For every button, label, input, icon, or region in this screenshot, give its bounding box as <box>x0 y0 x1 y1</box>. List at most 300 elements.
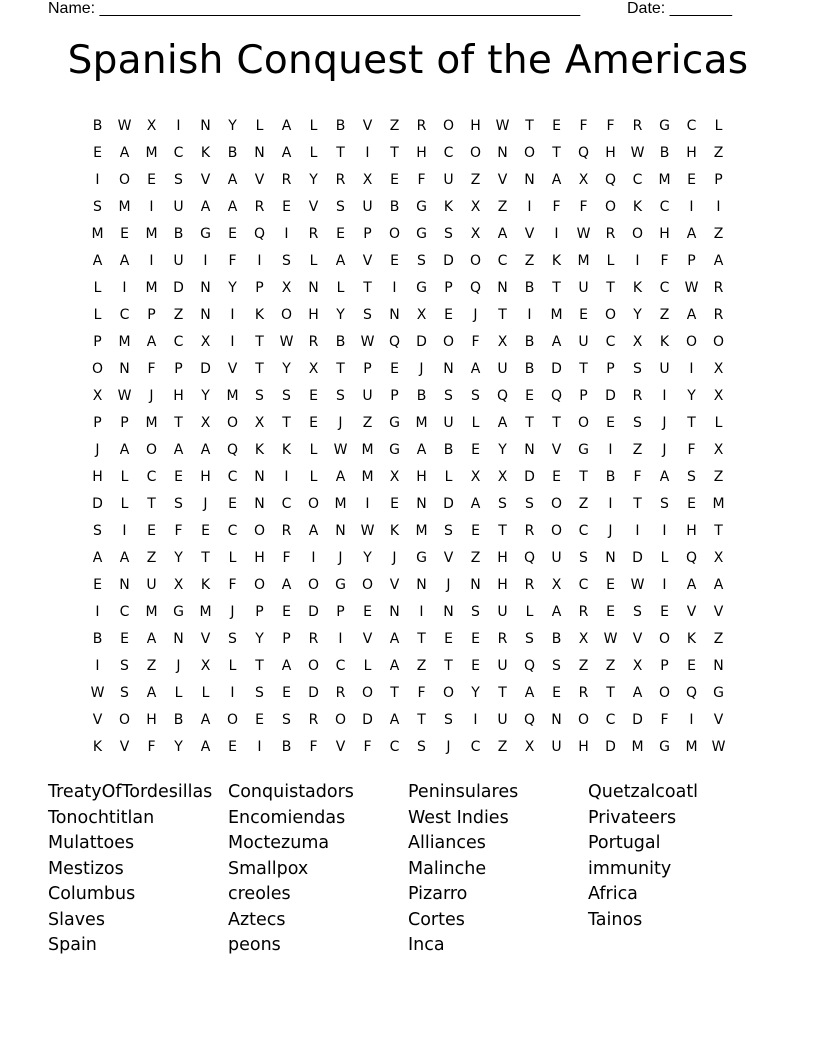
grid-letter[interactable]: K <box>551 252 562 269</box>
grid-letter[interactable]: F <box>687 441 696 458</box>
grid-letter[interactable]: U <box>659 360 670 377</box>
grid-letter[interactable]: T <box>579 468 588 485</box>
grid-letter[interactable]: P <box>660 657 669 674</box>
grid-letter[interactable]: U <box>551 738 562 755</box>
grid-letter[interactable]: F <box>579 117 588 134</box>
grid-letter[interactable]: O <box>334 711 347 728</box>
grid-letter[interactable]: Z <box>146 657 157 674</box>
grid-letter[interactable]: H <box>254 549 265 566</box>
grid-letter[interactable]: A <box>713 576 724 593</box>
grid-letter[interactable]: O <box>469 144 482 161</box>
grid-letter[interactable]: X <box>713 441 724 458</box>
grid-letter[interactable]: F <box>228 576 237 593</box>
grid-letter[interactable]: E <box>606 576 615 593</box>
grid-letter[interactable]: D <box>551 360 562 377</box>
grid-letter[interactable]: G <box>200 225 211 242</box>
grid-letter[interactable]: E <box>309 414 318 431</box>
grid-letter[interactable]: A <box>119 549 130 566</box>
grid-letter[interactable]: A <box>335 468 346 485</box>
grid-letter[interactable]: M <box>361 441 374 458</box>
grid-letter[interactable]: O <box>550 522 563 539</box>
grid-letter[interactable]: B <box>92 117 103 134</box>
grid-letter[interactable]: G <box>713 684 724 701</box>
grid-letter[interactable]: S <box>633 360 642 377</box>
grid-letter[interactable]: R <box>605 225 616 242</box>
grid-letter[interactable]: X <box>497 468 508 485</box>
grid-letter[interactable]: C <box>227 468 238 485</box>
grid-letter[interactable]: A <box>497 225 508 242</box>
grid-letter[interactable]: A <box>686 225 697 242</box>
grid-letter[interactable]: X <box>200 414 211 431</box>
grid-letter[interactable]: A <box>146 684 157 701</box>
grid-letter[interactable]: N <box>524 441 535 458</box>
grid-letter[interactable]: C <box>470 738 481 755</box>
grid-letter[interactable]: K <box>254 306 265 323</box>
grid-letter[interactable]: M <box>712 495 725 512</box>
name-field[interactable]: Name: ______________________________________________________ <box>48 0 581 17</box>
grid-letter[interactable]: A <box>200 441 211 458</box>
grid-letter[interactable]: N <box>119 360 130 377</box>
grid-letter[interactable]: X <box>92 387 103 404</box>
grid-letter[interactable]: E <box>201 522 210 539</box>
grid-letter[interactable]: E <box>606 414 615 431</box>
grid-letter[interactable]: O <box>658 684 671 701</box>
grid-letter[interactable]: D <box>443 252 454 269</box>
grid-letter[interactable]: T <box>390 144 399 161</box>
grid-letter[interactable]: Z <box>362 414 373 431</box>
grid-letter[interactable]: L <box>714 117 723 134</box>
grid-letter[interactable]: M <box>145 279 158 296</box>
grid-letter[interactable]: E <box>552 684 561 701</box>
grid-letter[interactable]: A <box>92 549 103 566</box>
grid-letter[interactable]: M <box>658 171 671 188</box>
grid-letter[interactable]: H <box>686 144 697 161</box>
grid-letter[interactable]: A <box>200 738 211 755</box>
grid-letter[interactable]: R <box>632 387 643 404</box>
grid-letter[interactable]: U <box>497 657 508 674</box>
grid-letter[interactable]: A <box>308 522 319 539</box>
grid-letter[interactable]: N <box>389 306 400 323</box>
grid-letter[interactable]: O <box>685 333 698 350</box>
grid-letter[interactable]: U <box>362 198 373 215</box>
grid-letter[interactable]: O <box>631 225 644 242</box>
grid-letter[interactable]: O <box>307 576 320 593</box>
grid-letter[interactable]: B <box>335 333 346 350</box>
grid-letter[interactable]: M <box>577 252 590 269</box>
grid-letter[interactable]: J <box>230 603 235 620</box>
grid-letter[interactable]: E <box>120 630 129 647</box>
grid-letter[interactable]: A <box>686 306 697 323</box>
grid-letter[interactable]: X <box>713 387 724 404</box>
grid-letter[interactable]: U <box>362 387 373 404</box>
grid-letter[interactable]: E <box>579 306 588 323</box>
grid-letter[interactable]: X <box>578 171 589 188</box>
grid-letter[interactable]: Z <box>713 630 724 647</box>
grid-letter[interactable]: H <box>578 738 589 755</box>
grid-letter[interactable]: X <box>524 738 535 755</box>
grid-letter[interactable]: B <box>524 279 535 296</box>
grid-letter[interactable]: C <box>605 333 616 350</box>
grid-letter[interactable]: L <box>363 657 372 674</box>
grid-letter[interactable]: I <box>95 657 100 674</box>
grid-letter[interactable]: O <box>91 360 104 377</box>
grid-letter[interactable]: F <box>471 333 480 350</box>
grid-letter[interactable]: N <box>254 495 265 512</box>
grid-letter[interactable]: T <box>687 414 696 431</box>
grid-letter[interactable]: K <box>632 279 643 296</box>
grid-letter[interactable]: E <box>120 225 129 242</box>
grid-letter[interactable]: U <box>173 198 184 215</box>
grid-letter[interactable]: N <box>200 306 211 323</box>
grid-letter[interactable]: I <box>230 306 235 323</box>
grid-letter[interactable]: O <box>307 657 320 674</box>
grid-letter[interactable]: E <box>390 495 399 512</box>
grid-letter[interactable]: L <box>660 549 669 566</box>
grid-letter[interactable]: B <box>389 198 400 215</box>
grid-letter[interactable]: V <box>443 549 454 566</box>
grid-letter[interactable]: S <box>444 522 453 539</box>
grid-letter[interactable]: I <box>662 522 667 539</box>
grid-letter[interactable]: G <box>389 414 400 431</box>
grid-letter[interactable]: F <box>552 198 561 215</box>
grid-letter[interactable]: V <box>92 711 103 728</box>
grid-letter[interactable]: M <box>118 198 131 215</box>
grid-letter[interactable]: W <box>117 117 132 134</box>
grid-letter[interactable]: N <box>254 144 265 161</box>
grid-letter[interactable]: K <box>200 576 211 593</box>
grid-letter[interactable]: B <box>605 468 616 485</box>
grid-letter[interactable]: O <box>361 576 374 593</box>
grid-letter[interactable]: N <box>254 468 265 485</box>
grid-letter[interactable]: X <box>254 414 265 431</box>
grid-letter[interactable]: E <box>390 171 399 188</box>
grid-letter[interactable]: A <box>281 144 292 161</box>
grid-letter[interactable]: P <box>606 360 615 377</box>
grid-letter[interactable]: V <box>389 576 400 593</box>
grid-letter[interactable]: I <box>257 252 262 269</box>
grid-letter[interactable]: A <box>632 684 643 701</box>
grid-letter[interactable]: T <box>579 360 588 377</box>
grid-letter[interactable]: S <box>687 468 696 485</box>
grid-letter[interactable]: J <box>338 549 343 566</box>
grid-letter[interactable]: Z <box>578 657 589 674</box>
grid-letter[interactable]: R <box>524 522 535 539</box>
grid-letter[interactable]: S <box>120 684 129 701</box>
grid-letter[interactable]: L <box>201 684 210 701</box>
grid-letter[interactable]: V <box>713 603 724 620</box>
grid-letter[interactable]: T <box>498 684 507 701</box>
grid-letter[interactable]: F <box>633 468 642 485</box>
grid-letter[interactable]: N <box>416 576 427 593</box>
grid-letter[interactable]: E <box>660 603 669 620</box>
grid-letter[interactable]: H <box>173 387 184 404</box>
grid-letter[interactable]: I <box>608 441 613 458</box>
grid-letter[interactable]: U <box>443 171 454 188</box>
grid-letter[interactable]: Q <box>685 549 698 566</box>
grid-letter[interactable]: G <box>389 441 400 458</box>
grid-letter[interactable]: V <box>362 630 373 647</box>
grid-letter[interactable]: L <box>714 414 723 431</box>
grid-letter[interactable]: X <box>551 576 562 593</box>
grid-letter[interactable]: Y <box>498 441 507 458</box>
grid-letter[interactable]: B <box>551 630 562 647</box>
grid-letter[interactable]: X <box>281 279 292 296</box>
grid-letter[interactable]: N <box>497 279 508 296</box>
grid-letter[interactable]: J <box>446 738 451 755</box>
date-field[interactable]: Date: _______ <box>627 0 732 17</box>
grid-letter[interactable]: A <box>119 252 130 269</box>
grid-letter[interactable]: C <box>119 603 130 620</box>
grid-letter[interactable]: E <box>606 603 615 620</box>
grid-letter[interactable]: S <box>120 657 129 674</box>
grid-letter[interactable]: S <box>579 549 588 566</box>
grid-letter[interactable]: G <box>659 738 670 755</box>
grid-letter[interactable]: W <box>603 630 618 647</box>
grid-letter[interactable]: A <box>119 144 130 161</box>
grid-letter[interactable]: W <box>117 387 132 404</box>
grid-letter[interactable]: X <box>200 333 211 350</box>
grid-letter[interactable]: I <box>392 279 397 296</box>
grid-letter[interactable]: T <box>336 144 345 161</box>
grid-letter[interactable]: L <box>93 279 102 296</box>
grid-letter[interactable]: E <box>309 387 318 404</box>
grid-letter[interactable]: F <box>363 738 372 755</box>
grid-letter[interactable]: I <box>284 468 289 485</box>
grid-letter[interactable]: O <box>469 252 482 269</box>
grid-letter[interactable]: J <box>446 576 451 593</box>
grid-letter[interactable]: M <box>334 495 347 512</box>
grid-letter[interactable]: V <box>119 738 130 755</box>
grid-letter[interactable]: O <box>604 306 617 323</box>
grid-letter[interactable]: E <box>444 306 453 323</box>
grid-letter[interactable]: R <box>308 225 319 242</box>
grid-letter[interactable]: M <box>91 225 104 242</box>
grid-letter[interactable]: Y <box>687 387 696 404</box>
grid-letter[interactable]: S <box>174 171 183 188</box>
grid-letter[interactable]: X <box>308 360 319 377</box>
grid-letter[interactable]: Z <box>470 549 481 566</box>
grid-letter[interactable]: L <box>120 468 129 485</box>
grid-letter[interactable]: R <box>578 603 589 620</box>
grid-letter[interactable]: M <box>361 468 374 485</box>
grid-letter[interactable]: P <box>579 387 588 404</box>
grid-letter[interactable]: E <box>228 738 237 755</box>
grid-letter[interactable]: U <box>443 414 454 431</box>
grid-letter[interactable]: E <box>471 630 480 647</box>
grid-letter[interactable]: S <box>93 198 102 215</box>
grid-letter[interactable]: T <box>390 684 399 701</box>
grid-letter[interactable]: J <box>473 306 478 323</box>
grid-letter[interactable]: E <box>282 198 291 215</box>
grid-letter[interactable]: U <box>173 252 184 269</box>
grid-letter[interactable]: D <box>632 549 643 566</box>
grid-letter[interactable]: K <box>632 198 643 215</box>
grid-letter[interactable]: S <box>444 225 453 242</box>
grid-letter[interactable]: R <box>713 279 724 296</box>
grid-letter[interactable]: S <box>417 738 426 755</box>
grid-letter[interactable]: Z <box>497 738 508 755</box>
grid-letter[interactable]: A <box>173 441 184 458</box>
grid-letter[interactable]: L <box>309 144 318 161</box>
grid-letter[interactable]: F <box>660 711 669 728</box>
grid-letter[interactable]: T <box>417 630 426 647</box>
grid-letter[interactable]: J <box>608 522 613 539</box>
grid-letter[interactable]: T <box>552 279 561 296</box>
grid-letter[interactable]: T <box>714 522 723 539</box>
grid-letter[interactable]: S <box>444 387 453 404</box>
grid-letter[interactable]: J <box>95 441 100 458</box>
grid-letter[interactable]: A <box>281 576 292 593</box>
grid-letter[interactable]: E <box>228 495 237 512</box>
grid-letter[interactable]: I <box>230 333 235 350</box>
grid-letter[interactable]: N <box>470 576 481 593</box>
grid-letter[interactable]: I <box>635 252 640 269</box>
grid-letter[interactable]: F <box>282 549 291 566</box>
grid-letter[interactable]: W <box>333 441 348 458</box>
grid-letter[interactable]: N <box>605 549 616 566</box>
grid-letter[interactable]: I <box>419 603 424 620</box>
grid-letter[interactable]: D <box>632 711 643 728</box>
grid-letter[interactable]: G <box>416 198 427 215</box>
grid-letter[interactable]: O <box>442 333 455 350</box>
grid-letter[interactable]: R <box>497 630 508 647</box>
grid-letter[interactable]: F <box>579 198 588 215</box>
grid-letter[interactable]: B <box>173 711 184 728</box>
grid-letter[interactable]: D <box>173 279 184 296</box>
grid-letter[interactable]: D <box>605 738 616 755</box>
grid-letter[interactable]: P <box>255 603 264 620</box>
grid-letter[interactable]: S <box>282 711 291 728</box>
grid-letter[interactable]: N <box>200 279 211 296</box>
grid-letter[interactable]: X <box>578 630 589 647</box>
grid-letter[interactable]: Q <box>523 549 536 566</box>
grid-letter[interactable]: B <box>524 333 535 350</box>
grid-letter[interactable]: E <box>282 684 291 701</box>
grid-letter[interactable]: P <box>282 630 291 647</box>
grid-letter[interactable]: R <box>335 171 346 188</box>
grid-letter[interactable]: C <box>659 279 670 296</box>
grid-letter[interactable]: H <box>200 468 211 485</box>
grid-letter[interactable]: R <box>308 333 319 350</box>
grid-letter[interactable]: I <box>338 630 343 647</box>
grid-letter[interactable]: P <box>363 225 372 242</box>
grid-letter[interactable]: S <box>471 603 480 620</box>
grid-letter[interactable]: H <box>605 144 616 161</box>
grid-letter[interactable]: G <box>659 117 670 134</box>
grid-letter[interactable]: A <box>686 576 697 593</box>
grid-letter[interactable]: I <box>149 252 154 269</box>
grid-letter[interactable]: S <box>282 252 291 269</box>
grid-letter[interactable]: N <box>497 144 508 161</box>
grid-letter[interactable]: Z <box>497 198 508 215</box>
grid-letter[interactable]: P <box>255 279 264 296</box>
grid-letter[interactable]: I <box>689 711 694 728</box>
grid-letter[interactable]: R <box>713 306 724 323</box>
grid-letter[interactable]: V <box>227 360 238 377</box>
grid-letter[interactable]: W <box>576 225 591 242</box>
grid-letter[interactable]: K <box>659 333 670 350</box>
grid-letter[interactable]: T <box>417 711 426 728</box>
grid-letter[interactable]: M <box>550 306 563 323</box>
grid-letter[interactable]: Z <box>713 225 724 242</box>
grid-letter[interactable]: E <box>390 360 399 377</box>
grid-letter[interactable]: V <box>497 171 508 188</box>
grid-letter[interactable]: X <box>470 225 481 242</box>
grid-letter[interactable]: U <box>497 360 508 377</box>
grid-letter[interactable]: Q <box>496 387 509 404</box>
grid-letter[interactable]: Y <box>336 306 345 323</box>
grid-letter[interactable]: H <box>497 549 508 566</box>
grid-letter[interactable]: T <box>255 333 264 350</box>
grid-letter[interactable]: T <box>444 657 453 674</box>
grid-letter[interactable]: L <box>255 117 264 134</box>
grid-letter[interactable]: N <box>389 603 400 620</box>
grid-letter[interactable]: A <box>497 414 508 431</box>
grid-letter[interactable]: S <box>282 387 291 404</box>
grid-letter[interactable]: E <box>390 252 399 269</box>
grid-letter[interactable]: S <box>633 603 642 620</box>
grid-letter[interactable]: D <box>308 684 319 701</box>
grid-letter[interactable]: C <box>281 495 292 512</box>
grid-letter[interactable]: H <box>146 711 157 728</box>
grid-letter[interactable]: V <box>308 198 319 215</box>
grid-letter[interactable]: Y <box>309 171 318 188</box>
grid-letter[interactable]: Z <box>713 144 724 161</box>
grid-letter[interactable]: Z <box>173 306 184 323</box>
grid-letter[interactable]: C <box>146 468 157 485</box>
grid-letter[interactable]: N <box>200 117 211 134</box>
grid-letter[interactable]: V <box>362 252 373 269</box>
grid-letter[interactable]: A <box>551 333 562 350</box>
grid-letter[interactable]: V <box>713 711 724 728</box>
grid-letter[interactable]: C <box>119 306 130 323</box>
grid-letter[interactable]: C <box>632 171 643 188</box>
grid-letter[interactable]: M <box>145 414 158 431</box>
grid-letter[interactable]: T <box>363 279 372 296</box>
grid-letter[interactable]: C <box>173 144 184 161</box>
grid-letter[interactable]: F <box>147 738 156 755</box>
grid-letter[interactable]: E <box>471 441 480 458</box>
grid-letter[interactable]: C <box>578 522 589 539</box>
grid-letter[interactable]: E <box>228 225 237 242</box>
grid-letter[interactable]: Y <box>255 630 264 647</box>
grid-letter[interactable]: D <box>200 360 211 377</box>
grid-letter[interactable]: L <box>525 603 534 620</box>
grid-letter[interactable]: S <box>471 387 480 404</box>
grid-letter[interactable]: Z <box>389 117 400 134</box>
grid-letter[interactable]: P <box>336 603 345 620</box>
grid-letter[interactable]: M <box>685 738 698 755</box>
grid-letter[interactable]: S <box>336 198 345 215</box>
grid-letter[interactable]: L <box>120 495 129 512</box>
grid-letter[interactable]: B <box>281 738 292 755</box>
grid-letter[interactable]: I <box>527 198 532 215</box>
grid-letter[interactable]: B <box>173 225 184 242</box>
grid-letter[interactable]: A <box>200 711 211 728</box>
grid-letter[interactable]: U <box>497 711 508 728</box>
grid-letter[interactable]: P <box>687 252 696 269</box>
grid-letter[interactable]: D <box>362 711 373 728</box>
grid-letter[interactable]: Q <box>577 144 590 161</box>
grid-letter[interactable]: C <box>497 252 508 269</box>
grid-letter[interactable]: G <box>416 225 427 242</box>
grid-letter[interactable]: E <box>444 630 453 647</box>
grid-letter[interactable]: O <box>523 144 536 161</box>
grid-letter[interactable]: V <box>551 441 562 458</box>
grid-letter[interactable]: J <box>338 414 343 431</box>
grid-letter[interactable]: V <box>524 225 535 242</box>
grid-letter[interactable]: Q <box>253 225 266 242</box>
